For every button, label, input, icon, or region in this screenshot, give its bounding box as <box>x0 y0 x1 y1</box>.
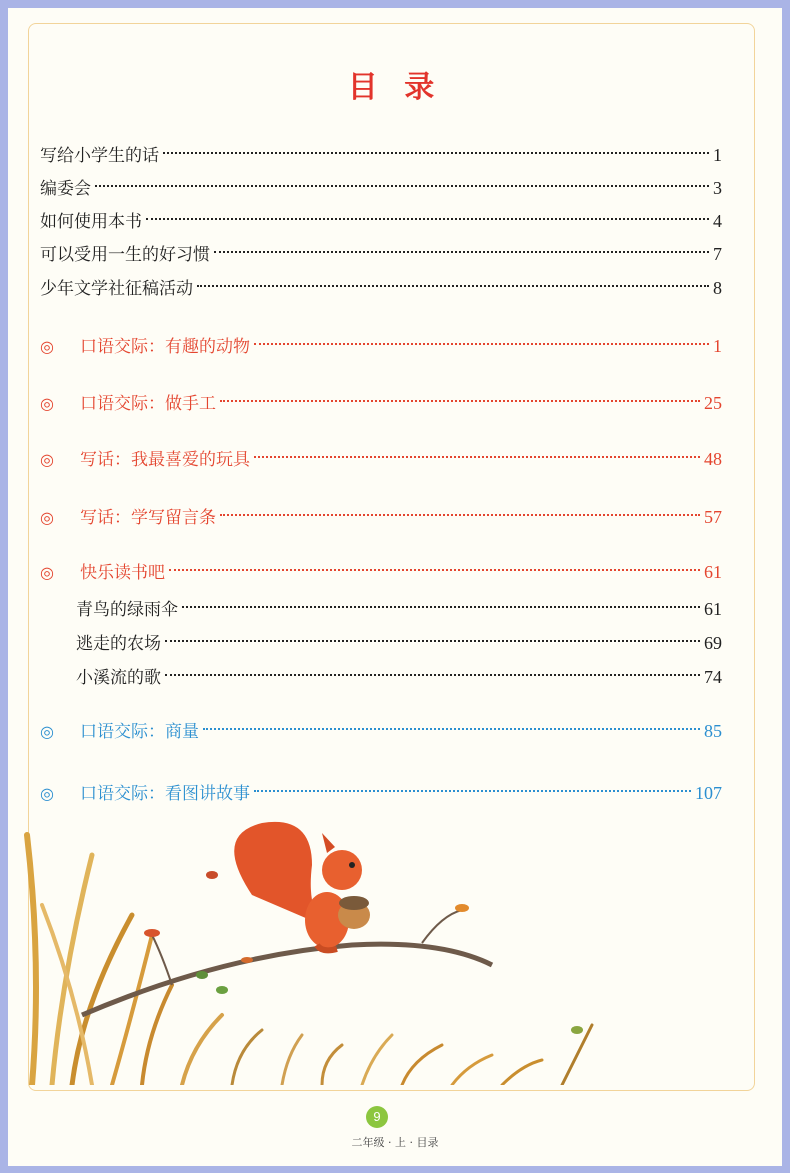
toc-subentry[interactable] <box>76 595 722 623</box>
bullet-icon: ◎ <box>40 508 54 527</box>
toc-subentry-label: 小溪流的歌 <box>76 668 161 688</box>
toc-section-label: 快乐读书吧 <box>80 563 165 583</box>
leader-dots <box>197 285 709 287</box>
leader-dots <box>214 251 709 253</box>
toc-section-label: 写话：我最喜爱的玩具 <box>80 450 250 470</box>
toc-entry-page: 3 <box>713 178 722 198</box>
toc-section-label: 写话：学写留言条 <box>80 508 216 528</box>
leader-dots <box>203 728 700 730</box>
toc-entry[interactable] <box>40 274 722 302</box>
toc-subentry[interactable] <box>76 663 722 691</box>
toc-entry-page: 1 <box>713 145 722 165</box>
bullet-icon: ◎ <box>40 563 54 582</box>
toc-subentry[interactable] <box>76 629 722 657</box>
toc-entry-page: 4 <box>713 211 722 231</box>
toc-entry-label: 编委会 <box>40 179 91 199</box>
toc-subentry-page: 74 <box>704 667 722 687</box>
toc-section-page: 85 <box>704 721 722 741</box>
toc-section-page: 107 <box>695 783 722 803</box>
bullet-icon: ◎ <box>40 450 54 469</box>
leader-dots <box>169 569 700 571</box>
toc-subentry-label: 青鸟的绿雨伞 <box>76 600 178 620</box>
squirrel-illustration <box>22 815 602 1085</box>
toc-section[interactable] <box>40 717 722 745</box>
toc-entry[interactable] <box>40 174 722 202</box>
leader-dots <box>165 674 700 676</box>
bullet-icon: ◎ <box>40 722 54 741</box>
page-title: 目 录 <box>347 70 443 105</box>
toc-section-label: 口语交际：商量 <box>80 722 199 742</box>
leader-dots <box>182 606 700 608</box>
leaf-icon <box>144 871 583 1034</box>
toc-entry-label: 少年文学社征稿活动 <box>40 279 193 299</box>
page-footer: 二年级 · 上 · 目录 <box>351 1136 439 1149</box>
toc-entry-label: 可以受用一生的好习惯 <box>40 245 210 265</box>
toc-entry-label: 写给小学生的话 <box>40 146 159 166</box>
toc-section-label: 口语交际：有趣的动物 <box>80 337 250 357</box>
toc-section-page: 48 <box>704 449 722 469</box>
leader-dots <box>95 185 709 187</box>
toc-entry-page: 7 <box>713 244 722 264</box>
toc-section[interactable] <box>40 779 722 807</box>
toc-section[interactable] <box>40 332 722 360</box>
leader-dots <box>220 400 700 402</box>
leader-dots <box>254 343 709 345</box>
toc-section[interactable] <box>40 503 722 531</box>
toc-entry-label: 如何使用本书 <box>40 212 142 232</box>
toc-entry[interactable] <box>40 207 722 235</box>
toc-subentry-page: 69 <box>704 633 722 653</box>
leader-dots <box>220 514 700 516</box>
leader-dots <box>165 640 700 642</box>
leader-dots <box>254 456 700 458</box>
page-number-badge: 9 <box>366 1106 388 1128</box>
toc-section-page: 25 <box>704 393 722 413</box>
toc-section-label: 口语交际：看图讲故事 <box>80 784 250 804</box>
toc-subentry-page: 61 <box>704 599 722 619</box>
leader-dots <box>254 790 691 792</box>
toc-section-page: 57 <box>704 507 722 527</box>
toc-entry[interactable] <box>40 141 722 169</box>
leader-dots <box>146 218 709 220</box>
squirrel-icon <box>234 822 370 950</box>
toc-section-page: 61 <box>704 562 722 582</box>
toc-section[interactable] <box>40 389 722 417</box>
branch-icon <box>82 944 492 1015</box>
leader-dots <box>163 152 709 154</box>
bullet-icon: ◎ <box>40 337 54 356</box>
bullet-icon: ◎ <box>40 394 54 413</box>
toc-section-label: 口语交际：做手工 <box>80 394 216 414</box>
bullet-icon: ◎ <box>40 784 54 803</box>
toc-section-page: 1 <box>713 336 722 356</box>
toc-section[interactable] <box>40 445 722 473</box>
toc-subentry-label: 逃走的农场 <box>76 634 161 654</box>
toc-entry-page: 8 <box>713 278 722 298</box>
toc-section[interactable] <box>40 558 722 586</box>
toc-entry[interactable] <box>40 240 722 268</box>
